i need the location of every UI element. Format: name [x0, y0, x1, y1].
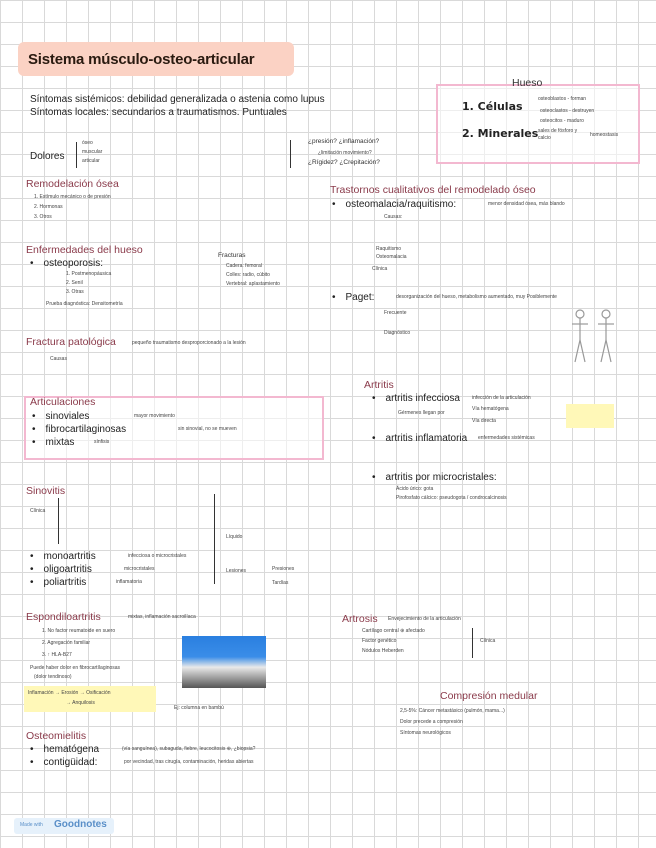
oligoartritis-note: microcristales — [124, 566, 155, 572]
espondilo-item-1: 1. No factor reumatoide en suero — [42, 628, 116, 634]
germenes-label: Gérmenes llegan por — [398, 410, 445, 416]
espondiloartritis-heading: Espondiloartritis — [26, 611, 101, 623]
hueso-minerales: 2. Minerales — [462, 127, 539, 140]
hueso-heading: Hueso — [512, 77, 543, 89]
remodelacion-item-3: 3. Otros — [34, 214, 52, 220]
trastornos-heading: Trastornos cualitativos del remodelado óseo — [330, 184, 536, 196]
artrosis-bracket — [472, 628, 473, 658]
compresion-item-2: Dolor precede a compresión — [400, 719, 463, 725]
sinovitis-presiones: Presiones — [272, 566, 295, 572]
osteomielitis-hematogena: • hematógena — [30, 744, 99, 755]
goodnotes-logo: Goodnotes — [54, 819, 107, 830]
acido-urico: Ácido úrico: gota — [396, 486, 434, 492]
goodnotes-badge — [14, 818, 114, 834]
pirofosfato: Pirofosfato cálcico: pseudogota / condrocalcinosis — [396, 495, 507, 501]
causas-label: Causas: — [384, 214, 403, 220]
hueso-minerales-note: sales de fósforo y calcio — [538, 128, 578, 141]
hueso-cell-2: osteoclastos - destruyen — [540, 108, 595, 114]
osteomielitis-contiguidad: • contigüidad: — [30, 757, 97, 768]
osteoporosis-item-2: 2. Senil — [66, 280, 83, 286]
articulacion-mixtas-note: sínfisis — [94, 439, 110, 445]
osteoporosis-label: • osteoporosis: — [30, 258, 103, 269]
prueba-diagnostica: Prueba diagnóstica: Densitometría — [46, 301, 123, 307]
artritis-inflamatoria: • artritis inflamatoria — [372, 433, 467, 444]
espondilo-item-3: 3. ↑ HLA-B27 — [42, 652, 72, 658]
espondilo-sequence-2: → Anquilosis — [66, 700, 95, 706]
frecuente-label: Frecuente — [384, 310, 407, 316]
espondilo-caption: Ej: columna en bambú — [174, 705, 224, 711]
osteomielitis-contiguidad-note: por vecindad, tras cirugía, contaminación, heridas abiertas — [124, 759, 254, 765]
dolores-question-2: ¿limitación movimiento? — [318, 150, 372, 156]
compresion-heading: Compresión medular — [440, 690, 538, 702]
articulacion-sinoviales: • sinoviales — [32, 411, 89, 422]
articulaciones-heading: Articulaciones — [30, 396, 96, 408]
remodelacion-item-2: 2. Hormonas — [34, 204, 63, 210]
fractura-heading: Fractura patológica — [26, 336, 116, 348]
fracturas-item-1: Cadera: femoral — [226, 263, 262, 269]
artrosis-item-3: Nódulos Heberden — [362, 648, 404, 654]
paget-label: • Paget: — [332, 292, 374, 303]
osteoporosis-item-1: 1. Postmenopáusica — [66, 271, 112, 277]
sinovitis-liquido: Líquido — [226, 534, 243, 540]
dolores-question-1: ¿presión? ¿inflamación? — [308, 138, 380, 145]
artrosis-heading: Artrosis — [342, 613, 378, 625]
fracturas-label: Fracturas — [218, 252, 246, 259]
sinovitis-clinica: Clínica — [30, 508, 46, 514]
artrosis-item-2: Factor genético — [362, 638, 397, 644]
dolores-item-2: muscular — [82, 149, 103, 155]
monoartritis-note: infecciosa o microcristales — [128, 553, 187, 559]
via-directa: Vía directa — [472, 418, 496, 424]
sinovitis-divider — [214, 494, 215, 584]
remodelacion-item-1: 1. Estímulo mecánico o de presión — [34, 194, 111, 200]
artritis-infecciosa-note: infección de la articulación — [472, 395, 531, 401]
osteoporosis-item-3: 3. Otras — [66, 289, 84, 295]
skeleton-illustration — [566, 306, 622, 368]
artrosis-note: Envejecimiento de la articulación — [388, 616, 461, 622]
poliartritis: • poliartritis — [30, 577, 86, 588]
monoartritis: • monoartritis — [30, 551, 96, 562]
raquitismo-label: Raquitismo — [376, 246, 402, 252]
dolores-bracket — [76, 142, 77, 168]
dolores-label: Dolores — [30, 151, 65, 162]
dolores-bracket-2 — [290, 140, 291, 168]
yellow-highlight — [566, 404, 614, 428]
compresion-item-1: 2,5-5%: Cáncer metastásico (pulmón, mama...) — [400, 708, 505, 714]
page-title-box — [18, 42, 294, 76]
artritis-heading: Artritis — [364, 379, 394, 391]
espondiloartritis-note: mixtas, inflamación sacroilíaca — [128, 614, 196, 620]
articulacion-fibro: • fibrocartilaginosas — [32, 424, 126, 435]
fractura-causas: Causas — [50, 356, 67, 362]
sintomas-locales: Síntomas locales: secundarios a traumatismos. Puntuales — [30, 107, 287, 118]
poliartritis-note: inflamatoria — [116, 579, 142, 585]
fracturas-item-3: Vertebral: aplastamiento — [226, 281, 280, 287]
via-hematogena: Vía hematógena — [472, 406, 509, 412]
articulacion-mixtas: • mixtas — [32, 437, 74, 448]
artritis-inflamatoria-note: enfermedades sistémicas — [478, 435, 535, 441]
espondilo-item-2: 2. Agregación familiar — [42, 640, 91, 646]
sinovitis-lesiones: Lesiones — [226, 568, 247, 574]
compresion-item-3: Síntomas neurológicos — [400, 730, 451, 736]
osteomielitis-hematogena-note: (vía sanguínea), subaguda, fiebre, leucocitosis ⊕, ¿biopsia? — [122, 746, 256, 752]
dolores-question-3: ¿Rígidez? ¿Crepitación? — [308, 159, 380, 166]
oligoartritis: • oligoartritis — [30, 564, 92, 575]
paget-note: desorganización del hueso, metabolismo aumentado, muy Posiblemente — [396, 294, 557, 300]
artritis-infecciosa: • artritis infecciosa — [372, 393, 460, 404]
made-with-label: Made with — [20, 822, 43, 828]
osteomalacia2-label: Osteomalacia — [376, 254, 407, 260]
espondilo-dolor: Puede haber dolor en fibrocartílaginosas — [30, 665, 121, 671]
articulacion-fibro-note: sin sinovial, no se mueven — [178, 426, 237, 432]
page-title: Sistema músculo-osteo-articular — [28, 51, 255, 68]
clinica-label: Clínica — [372, 266, 388, 272]
artrosis-clinica: Clínica — [480, 638, 496, 644]
fracturas-item-2: Colles: radio, cúbito — [226, 272, 270, 278]
hueso-cell-3: osteocitos - maduro — [540, 118, 584, 124]
sinovitis-bracket — [58, 498, 59, 544]
sinovitis-heading: Sinovitis — [26, 485, 66, 497]
articulacion-sinoviales-note: mayor movimiento — [134, 413, 175, 419]
hueso-cell-1: osteoblastos - forman — [538, 96, 587, 102]
remodelacion-heading: Remodelación ósea — [26, 178, 119, 190]
diagnostico-label: Diagnóstico — [384, 330, 411, 336]
hueso-minerales-tail: homeostasis — [590, 132, 619, 138]
sinovitis-tardias: Tardías — [272, 580, 289, 586]
osteomalacia-note: menor densidad ósea, más blando — [488, 201, 565, 207]
espondilo-sequence: Inflamación → Erosión → Osificación — [28, 690, 111, 696]
spine-image — [182, 636, 266, 688]
osteomielitis-heading: Osteomielitis — [26, 730, 87, 742]
dolores-item-1: óseo — [82, 140, 93, 146]
dolores-item-3: articular — [82, 158, 100, 164]
artritis-microcristales: • artritis por microcristales: — [372, 472, 497, 483]
artrosis-item-1: Cartílago central ⊕ afectado — [362, 628, 425, 634]
osteomalacia-label: • osteomalacia/raquitismo: — [332, 199, 456, 210]
sintomas-sistemicos: Síntomas sistémicos: debilidad generalizada o astenia como lupus — [30, 94, 325, 105]
fractura-note: pequeño traumatismo desproporcionado a la lesión — [132, 340, 246, 346]
enfermedades-heading: Enfermedades del hueso — [26, 244, 143, 256]
hueso-celulas: 1. Células — [462, 100, 523, 113]
espondilo-dolor-2: (dolor tendinoso) — [34, 674, 72, 680]
